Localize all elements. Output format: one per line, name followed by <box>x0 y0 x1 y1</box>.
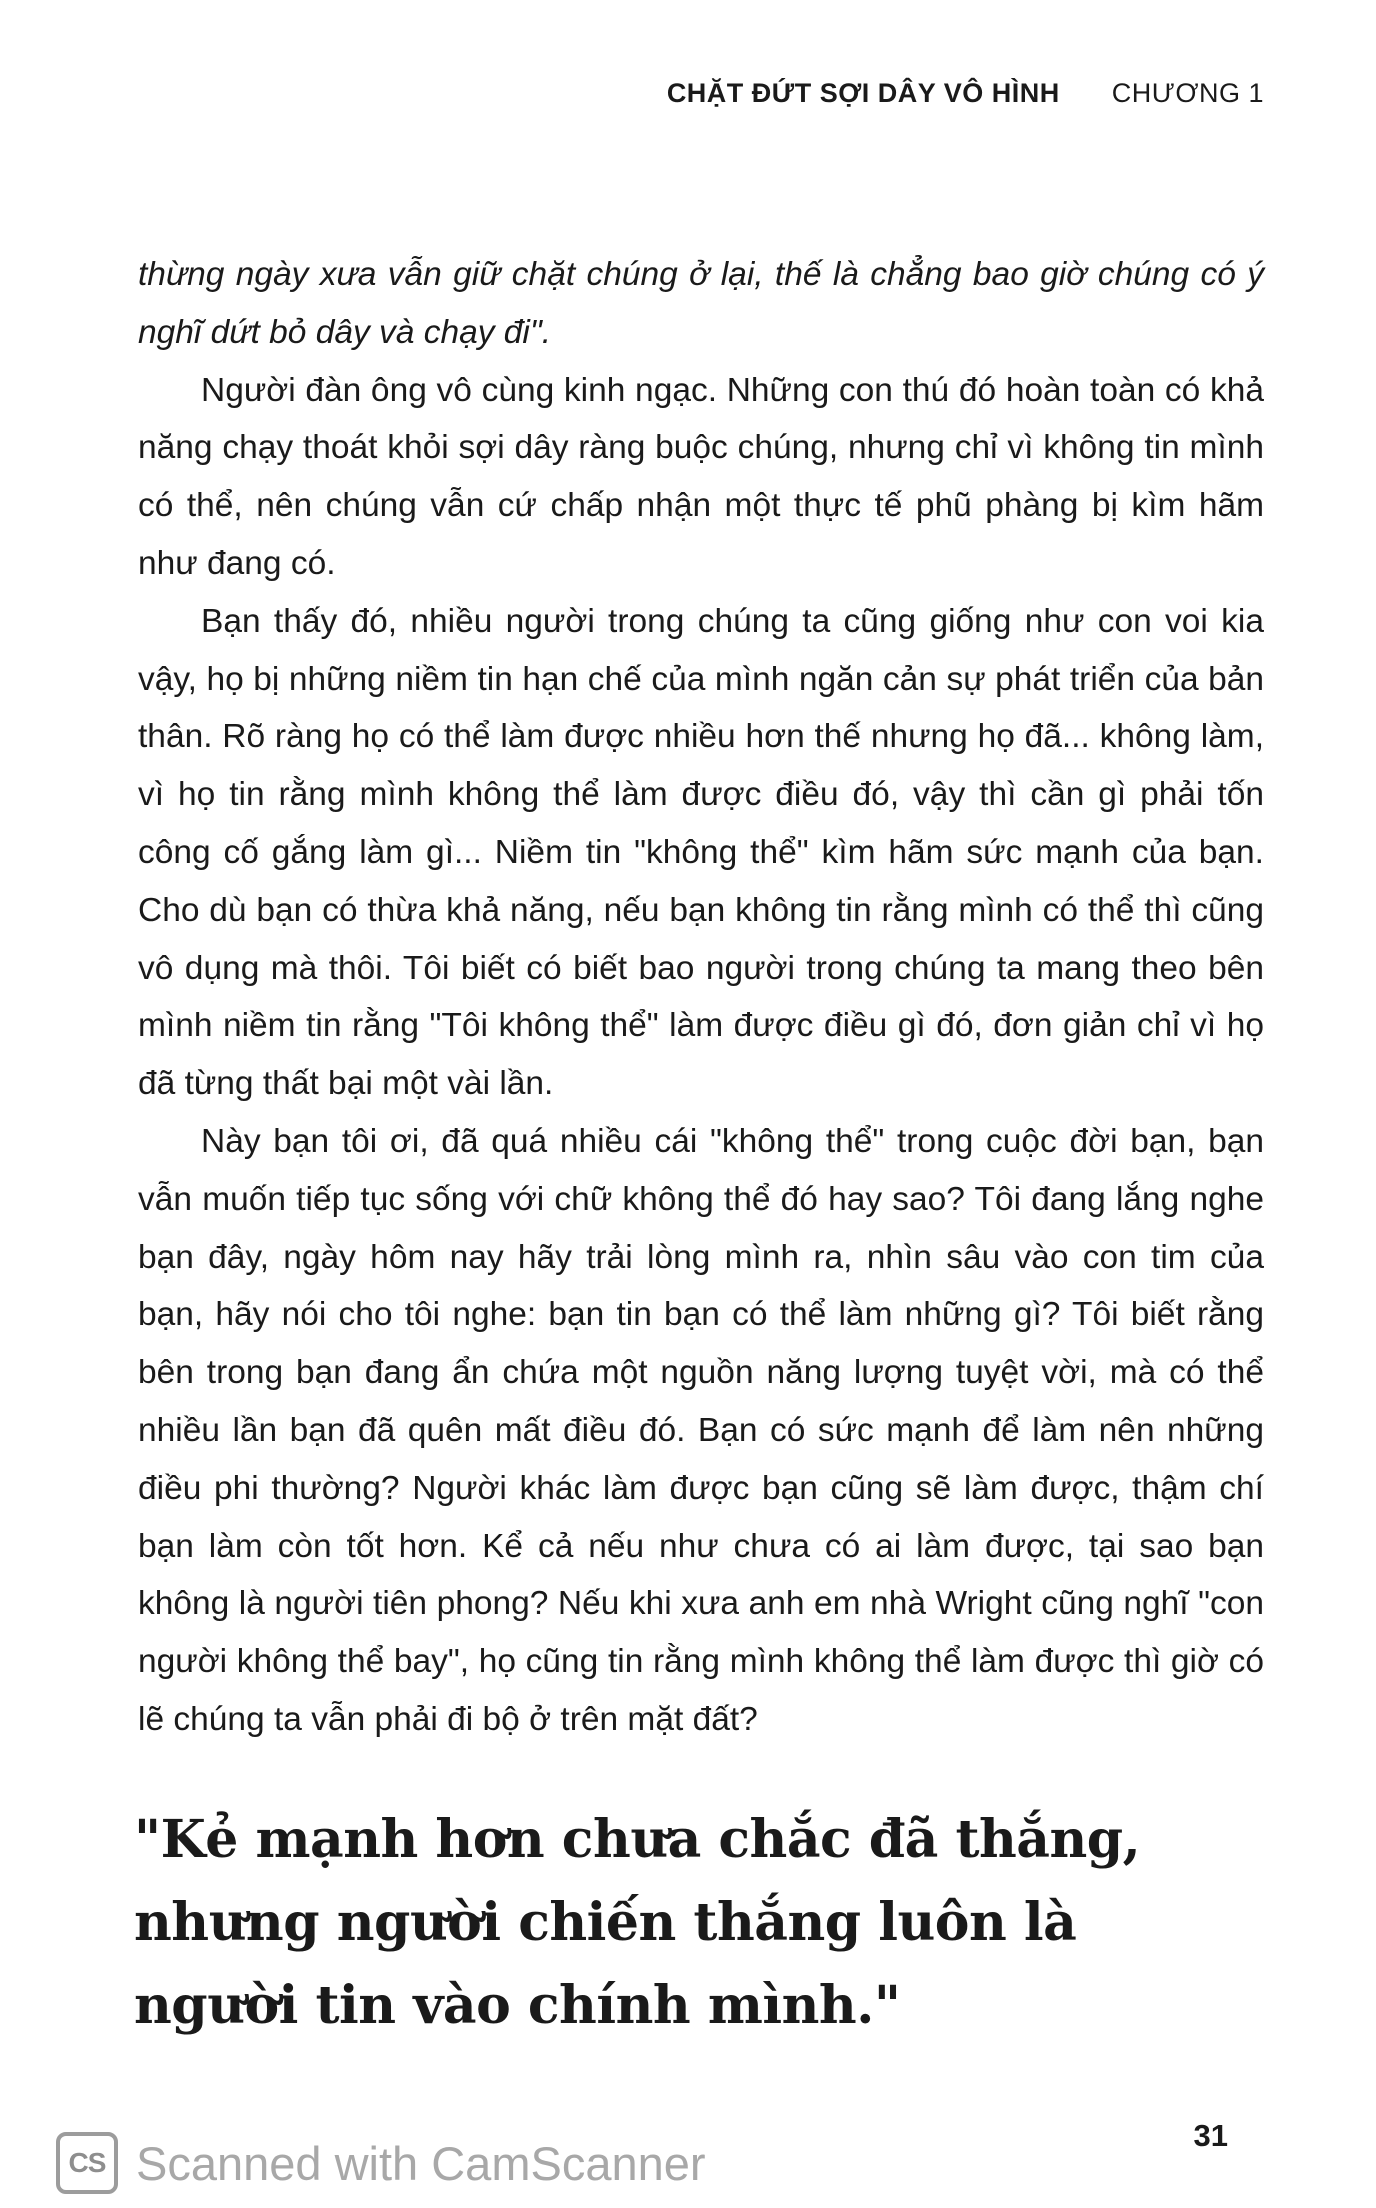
page-number: 31 <box>1193 2118 1228 2153</box>
paragraph-continuation: thừng ngày xưa vẫn giữ chặt chúng ở lại, thế là chẳng bao giờ chúng có ý nghĩ dứt bỏ dây và chạy đi". <box>138 256 1264 351</box>
chapter-label: CHƯƠNG 1 <box>1111 78 1264 108</box>
camscanner-logo-icon: CS <box>56 2132 118 2194</box>
paragraph: Người đàn ông vô cùng kinh ngạc. Những con thú đó hoàn toàn có khả năng chạy thoát khỏi sợi dây ràng buộc chúng, nhưng chỉ vì không tin mình có thể, nên chúng vẫn cứ chấp nhận một thực tế phũ phàng bị kìm hãm như đang có. <box>138 371 1264 582</box>
body-text <box>138 246 1264 1749</box>
running-header <box>667 78 1264 109</box>
paragraph: Này bạn tôi ơi, đã quá nhiều cái "không thể" trong cuộc đời bạn, bạn vẫn muốn tiếp tục sống với chữ không thể đó hay sao? Tôi đang lắng nghe bạn đây, ngày hôm nay hãy trải lòng mình ra, nhìn sâu vào con tim của bạn, hãy nói cho tôi nghe: bạn tin bạn có thể làm những gì? Tôi biết rằng bên trong bạn đang ẩn chứa một nguồn năng lượng tuyệt vời, mà có thể nhiều lần bạn đã quên mất điều đó. Bạn có sức mạnh để làm nên những điều phi thường? Người khác làm được bạn cũng sẽ làm được, thậm chí bạn làm còn tốt hơn. Kể cả nếu như chưa có ai làm được, tại sao bạn không là người tiên phong? Nếu khi xưa anh em nhà Wright cũng nghĩ "con người không thể bay", họ cũng tin rằng mình không thể làm được thì giờ có lẽ chúng ta vẫn phải đi bộ ở trên mặt đất? <box>138 1122 1264 1738</box>
camscanner-watermark <box>56 2132 706 2194</box>
watermark-text: Scanned with CamScanner <box>136 2136 706 2190</box>
paragraph: Bạn thấy đó, nhiều người trong chúng ta cũng giống như con voi kia vậy, họ bị những niềm tin hạn chế của mình ngăn cản sự phát triển của bản thân. Rõ ràng họ có thể làm được nhiều hơn thế nhưng họ đã... không làm, vì họ tin rằng mình không thể làm được điều đó, vậy thì cần gì phải tốn công cố gắng làm gì... Niềm tin "không thể" kìm hãm sức mạnh của bạn. Cho dù bạn có thừa khả năng, nếu bạn không tin rằng mình có thể thì cũng vô dụng mà thôi. Tôi biết có biết bao người trong chúng ta mang theo bên mình niềm tin rằng "Tôi không thể" làm được điều gì đó, đơn giản chỉ vì họ đã từng thất bại một vài lần. <box>138 602 1264 1103</box>
pull-quote: "Kẻ mạnh hơn chưa chắc đã thắng, nhưng người chiến thắng luôn là người tin vào chính mình." <box>134 1809 1141 2036</box>
book-title: CHẶT ĐỨT SỢI DÂY VÔ HÌNH <box>666 78 1060 108</box>
